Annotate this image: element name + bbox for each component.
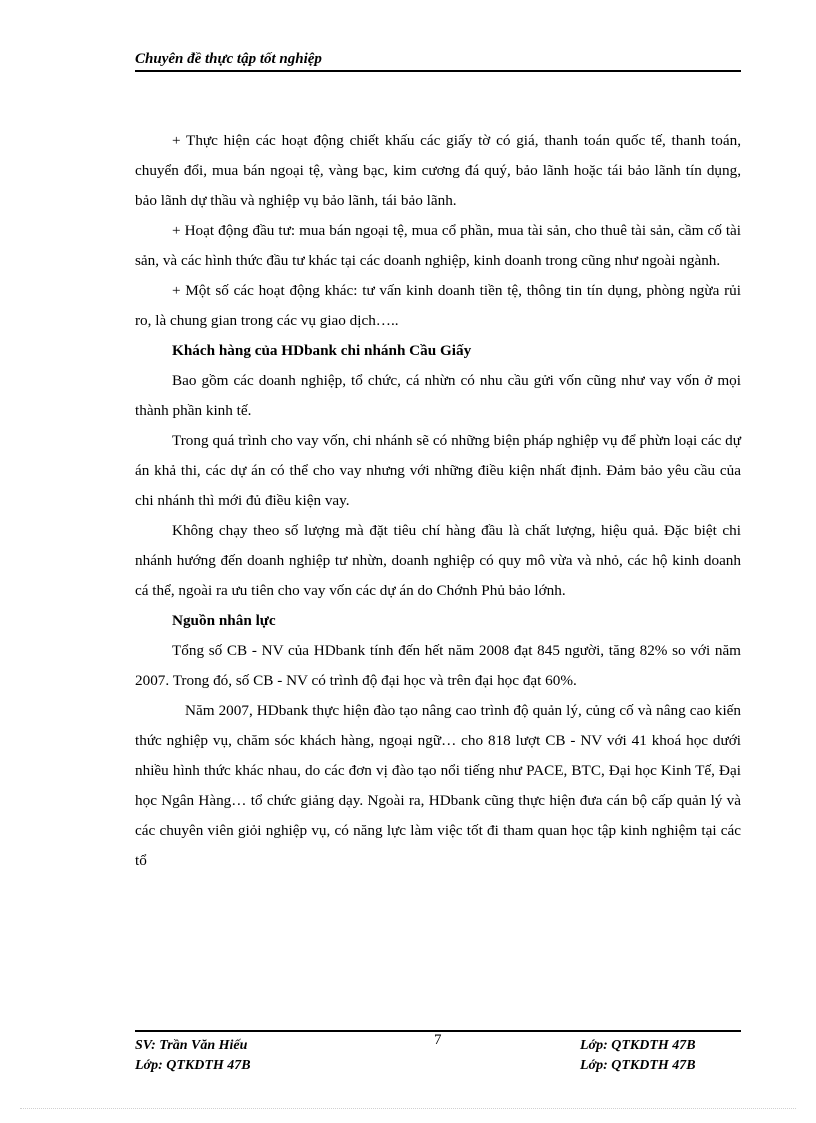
- document-body: [135, 126, 741, 876]
- footer-class-right-1: Lớp: QTKDTH 47B: [580, 1038, 696, 1053]
- paragraph-activities-investment: + Hoạt động đầu tư: mua bán ngoại tệ, mua cổ phần, mua tài sản, cho thuê tài sản, cầm cố tài sản, và các hình thức đầu tư khác tại các doanh nghiệp, kinh doanh trong cũng như ngoài ngành.: [135, 222, 741, 269]
- paragraph-activities-discount: + Thực hiện các hoạt động chiết khấu các giấy tờ có giá, thanh toán quốc tế, thanh toán, chuyển đổi, mua bán ngoại tệ, vàng bạc, kim cương đá quý, bảo lãnh hoặc tái bảo lãnh tín dụng, bảo lãnh dự thầu và nghiệp vụ bảo lãnh, tái bảo lãnh.: [135, 132, 741, 209]
- page-number: 7: [434, 1032, 442, 1048]
- heading-customers: Khách hàng của HDbank chi nhánh Cầu Giấy: [172, 342, 472, 359]
- paragraph-customers: Bao gồm các doanh nghiệp, tổ chức, cá nhừn có nhu cầu gửi vốn cũng như vay vốn ở mọi thành phần kinh tế.: [135, 372, 741, 419]
- footer-right: [580, 1036, 696, 1076]
- footer-class-left: Lớp: QTKDTH 47B: [135, 1058, 251, 1073]
- footer-left: [135, 1036, 251, 1076]
- header-title: Chuyên đề thực tập tốt nghiệp: [135, 51, 322, 67]
- paragraph-lending: Trong quá trình cho vay vốn, chi nhánh sẽ có những biện pháp nghiệp vụ để phừn loại các dự án khả thi, các dự án có thể cho vay nhưng với những điều kiện nhất định. Đảm bảo yêu cầu của chi nhánh thì mới đủ điều kiện vay.: [135, 432, 741, 509]
- paragraph-training: Năm 2007, HDbank thực hiện đào tạo nâng cao trình độ quản lý, củng cố và nâng cao kiến thức nghiệp vụ, chăm sóc khách hàng, ngoại ngữ… cho 818 lượt CB - NV với 41 khoá học dưới nhiều hình thức khác nhau, do các đơn vị đào tạo nổi tiếng như PACE, BTC, Đại học Kinh Tế, Đại học Ngân Hàng… tổ chức giảng dạy. Ngoài ra, HDbank cũng thực hiện đưa cán bộ cấp quản lý và các chuyên viên giỏi nghiệp vụ, có năng lực làm việc tốt đi tham quan học tập kinh nghiệm tại các tổ: [135, 702, 741, 869]
- paragraph-quality: Không chạy theo số lượng mà đặt tiêu chí hàng đầu là chất lượng, hiệu quả. Đặc biệt chi nhánh hướng đến doanh nghiệp tư nhừn, doanh nghiệp có quy mô vừa và nhỏ, các hộ kinh doanh cá thể, ngoài ra ưu tiên cho vay vốn các dự án do Chớnh Phủ bảo lớnh.: [135, 522, 741, 599]
- paragraph-activities-other: + Một số các hoạt động khác: tư vấn kinh doanh tiền tệ, thông tin tín dụng, phòng ngừa rủi ro, là chung gian trong các vụ giao dịch…..: [135, 282, 741, 329]
- footer-class-right-2: Lớp: QTKDTH 47B: [580, 1058, 696, 1073]
- page-bottom-edge: [20, 1108, 796, 1109]
- footer-student-name: SV: Trần Văn Hiếu: [135, 1038, 248, 1053]
- paragraph-staff-count: Tổng số CB - NV của HDbank tính đến hết năm 2008 đạt 845 người, tăng 82% so với năm 2007. Trong đó, số CB - NV có trình độ đại học và trên đại học đạt 60%.: [135, 642, 741, 689]
- heading-human-resources: Nguồn nhân lực: [172, 612, 276, 629]
- page-header: [135, 48, 741, 72]
